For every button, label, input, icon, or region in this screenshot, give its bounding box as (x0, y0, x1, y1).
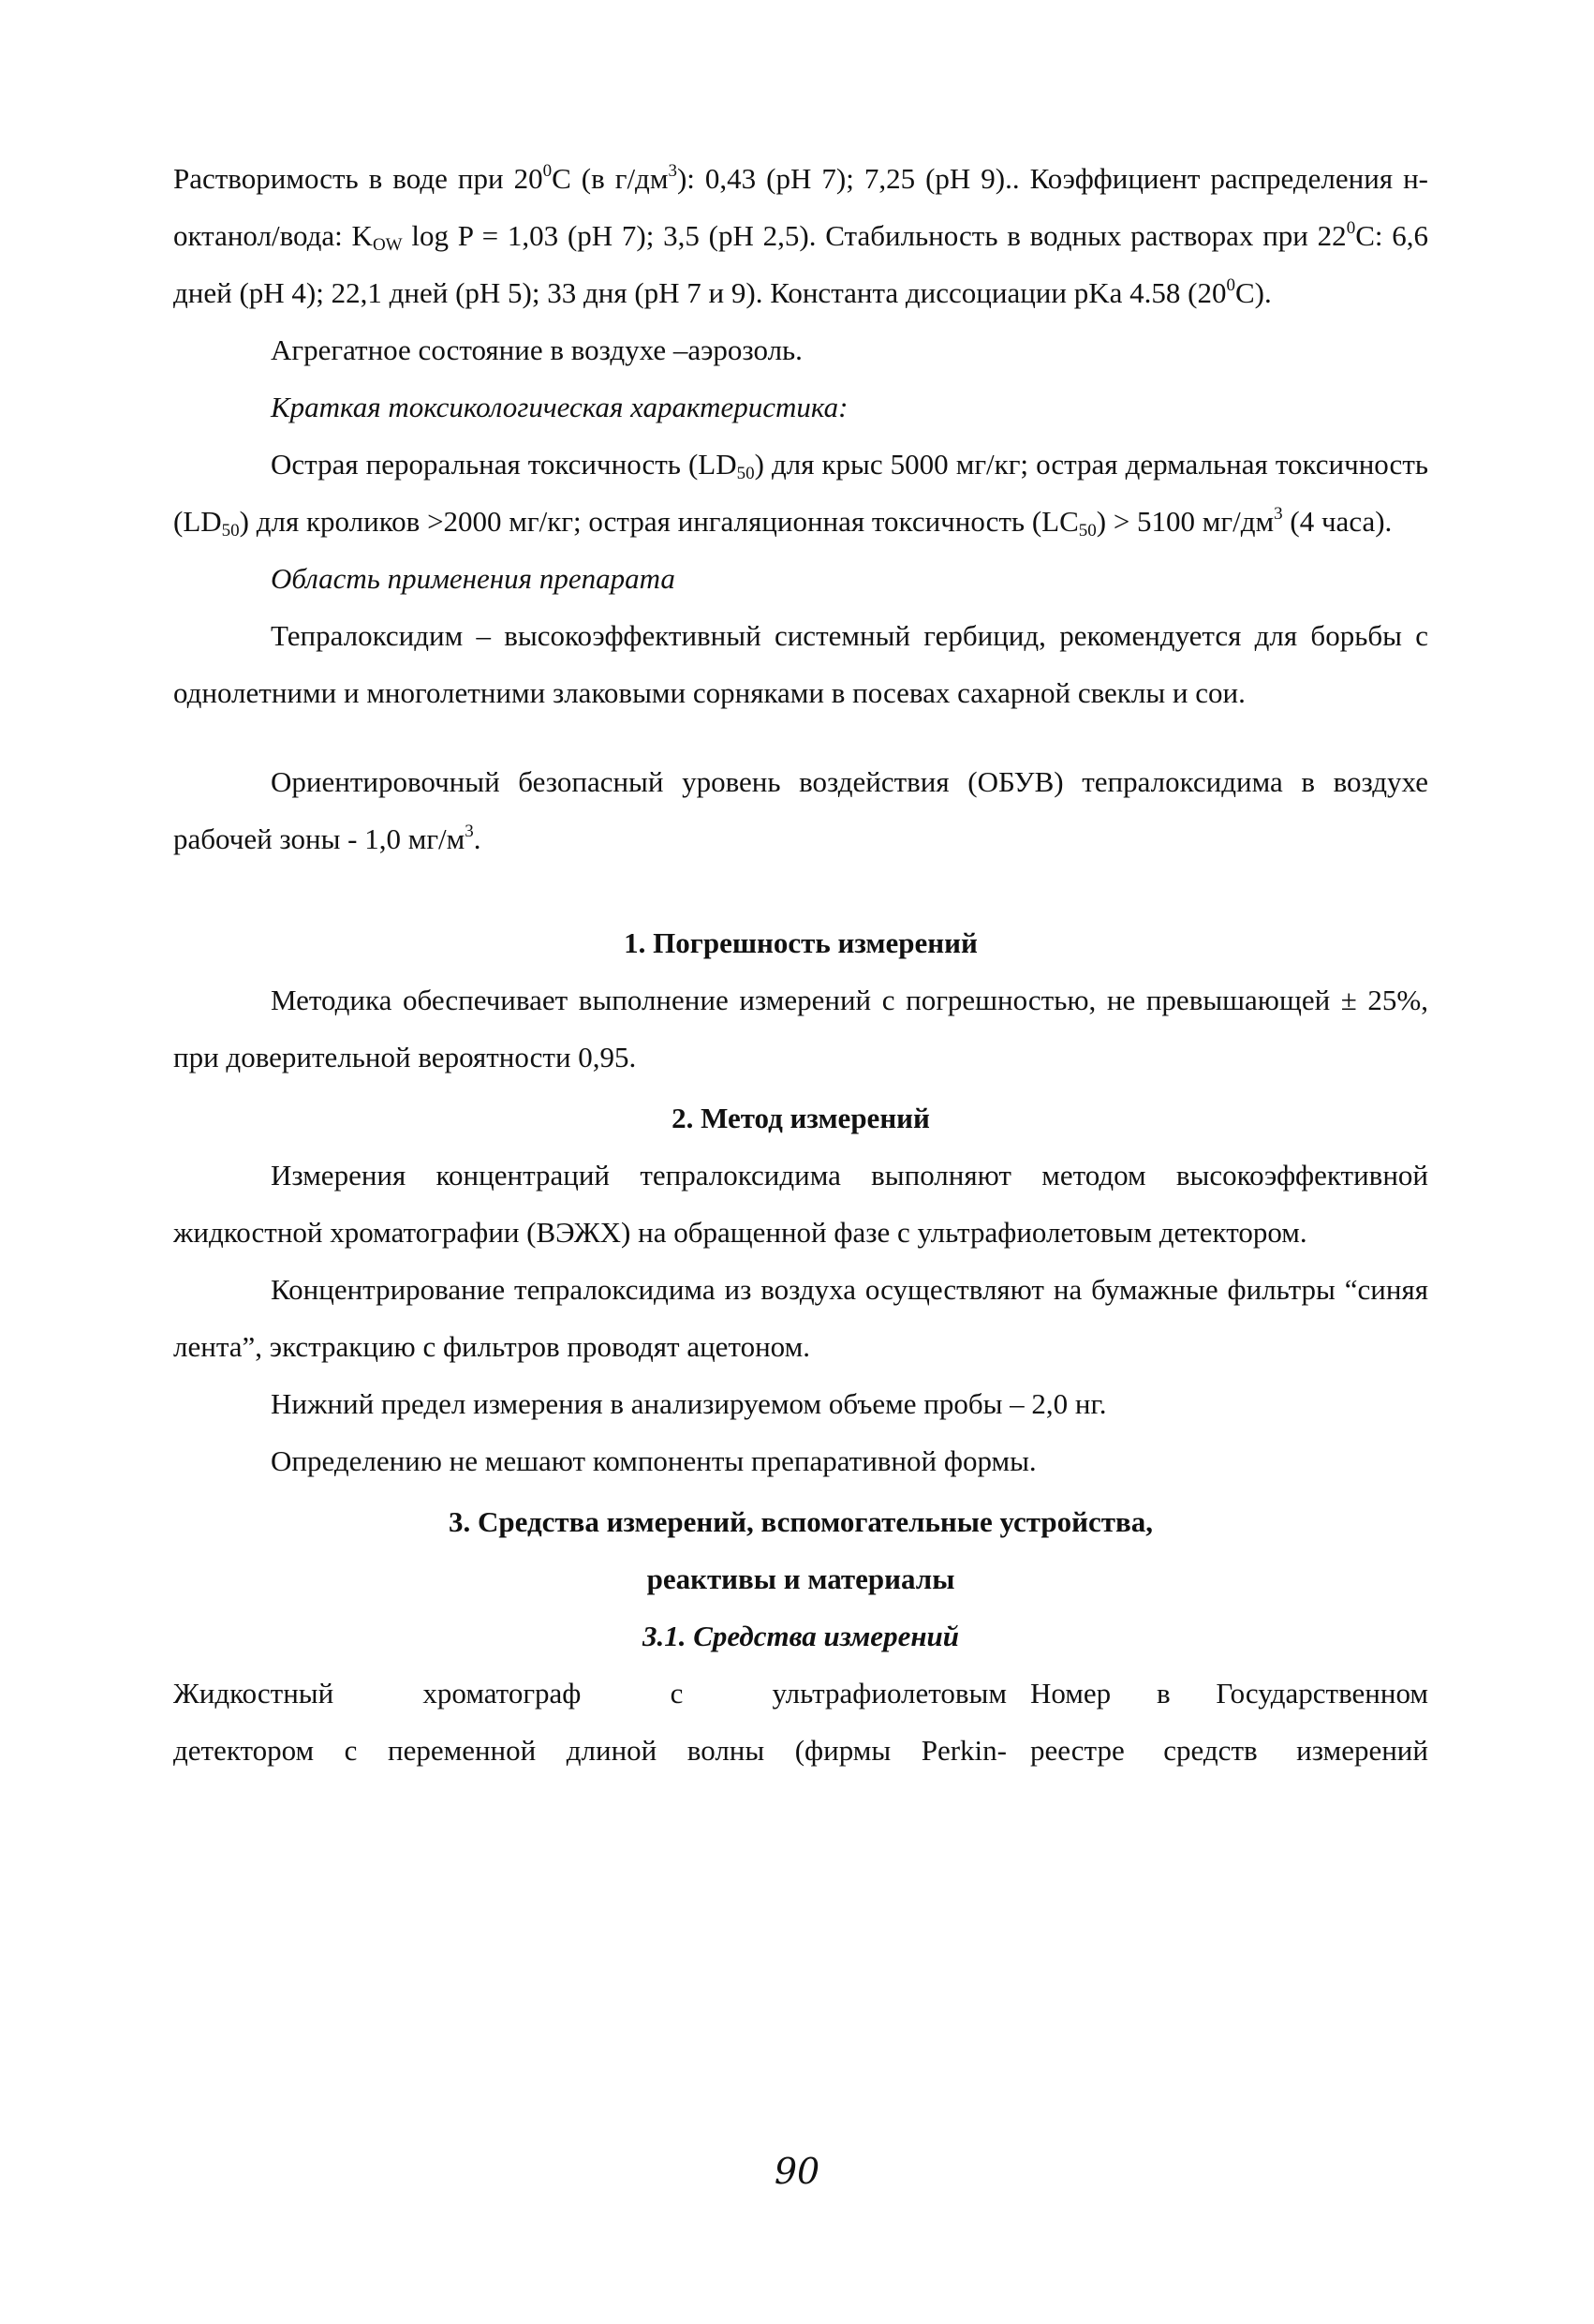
registry-header-line: Номер в Государственном (1030, 1677, 1428, 1710)
registry-header-line: реестре средств измерений (1030, 1734, 1428, 1767)
section-2-paragraph-4: Определению не мешают компоненты препаративной формы. (271, 1444, 1037, 1477)
section-3-heading-line-1: 3. Средства измерений, вспомогательные устройства, (449, 1505, 1153, 1538)
superscript: 3 (1274, 504, 1283, 524)
superscript: 3 (465, 822, 474, 841)
text-run: С). (1234, 276, 1272, 309)
superscript: 0 (542, 161, 553, 181)
section-3-1-heading: 3.1. Средства измерений (642, 1620, 960, 1652)
registry-number-cell (1030, 1665, 1428, 1779)
application-heading: Область применения препарата (271, 562, 675, 595)
section-1-heading: 1. Погрешность измерений (624, 926, 978, 959)
text-run: С: 6,6 дней (рН 4); 22,1 дней (рН 5); 33 дня (рН 7 и 9). Константа диссоциации pKa 4.58 (20 (173, 219, 1429, 309)
toxicology-paragraph (173, 436, 1428, 550)
text-run: . (473, 822, 481, 855)
instruments-table-row (173, 1665, 1428, 1779)
text-run: (4 часа). (1282, 505, 1393, 538)
aggregate-state-paragraph: Агрегатное состояние в воздухе –аэрозоль. (271, 333, 803, 366)
instrument-name-line: Жидкостный хроматограф с ультрафиолетовым (173, 1677, 1007, 1710)
text-run: Острая пероральная токсичность (LD (271, 448, 737, 481)
subscript: 50 (1078, 521, 1097, 540)
section-2-heading: 2. Метод измерений (672, 1102, 930, 1134)
section-3-heading-line-2: реактивы и материалы (646, 1562, 955, 1595)
text-run: Растворимость в воде при 20 (173, 162, 543, 195)
section-2-paragraph-2: Концентрирование тепралоксидима из воздуха осуществляют на бумажные фильтры “синяя лента”, экстракцию с фильтров проводят ацетоном. (173, 1273, 1428, 1363)
superscript: 0 (1226, 275, 1235, 295)
superscript: 3 (668, 161, 677, 181)
section-1-paragraph: Методика обеспечивает выполнение измерений с погрешностью, не превышающей ± 25%, при доверительной вероятности 0,95. (173, 984, 1428, 1073)
text-run: log P = 1,03 (рН 7); 3,5 (рН 2,5). Стабильность в водных растворах при 22 (402, 219, 1347, 252)
superscript: 0 (1346, 218, 1356, 238)
text-run: ): 0,43 (рН 7); 7,25 (рН 9).. Коэффициент распределения н-октанол/вода: K (173, 162, 1428, 252)
page-number: 90 (774, 2151, 820, 2192)
application-paragraph: Тепралоксидим – высокоэффективный системный гербицид, рекомендуется для борьбы с однолетними и многолетними злаковыми сорняками в посевах сахарной свеклы и сои. (173, 619, 1428, 709)
text-run: ) > 5100 мг/дм (1096, 505, 1275, 538)
section-2-paragraph-3: Нижний предел измерения в анализируемом объеме пробы – 2,0 нг. (271, 1387, 1107, 1420)
properties-paragraph (173, 150, 1428, 321)
text-run: С (в г/дм (552, 162, 669, 195)
text-run: ) для кроликов >2000 мг/кг; острая ингаляционная токсичность (LC (239, 505, 1079, 538)
obuv-paragraph (173, 753, 1428, 867)
subscript: OW (372, 235, 403, 255)
toxicology-heading: Краткая токсикологическая характеристика: (271, 391, 849, 423)
subscript: 50 (736, 464, 755, 483)
section-2-paragraph-1: Измерения концентраций тепралоксидима выполняют методом высокоэффективной жидкостной хроматографии (ВЭЖХ) на обращенной фазе с ультрафиолетовым детектором. (173, 1159, 1428, 1249)
instrument-name-line: детектором с переменной длиной волны (фирмы Perkin- (173, 1734, 1007, 1767)
instrument-name-cell (173, 1665, 1007, 1779)
text-run: ) для крыс 5000 мг/кг; острая дермальная токсичность (LD (173, 448, 1428, 538)
subscript: 50 (221, 521, 240, 540)
text-run: Ориентировочный безопасный уровень воздействия (ОБУВ) тепралоксидима в воздухе рабочей зоны - 1,0 мг/м (173, 765, 1428, 855)
document-page (173, 150, 1428, 1779)
